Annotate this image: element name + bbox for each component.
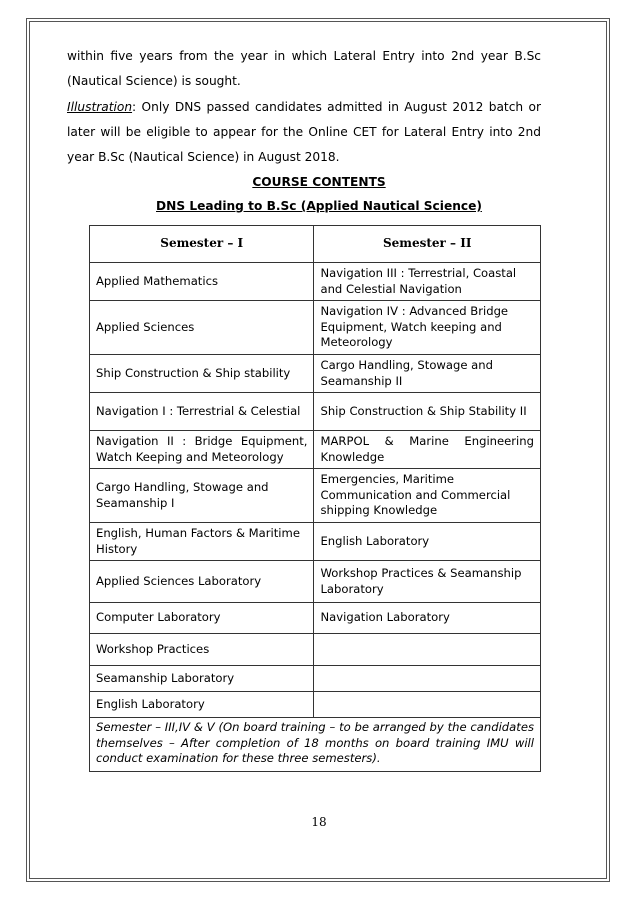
semester-2-cell: Emergencies, Maritime Communication and Commercial shipping Knowledge — [314, 469, 541, 523]
illustration-text: : Only DNS passed candidates admitted in August 2012 batch or later will be eligible to appear for the Online CET for Lateral Entry into 2nd year B.Sc (Nautical Science) in August 2018. — [67, 100, 541, 164]
semester-1-cell: Applied Mathematics — [90, 263, 314, 301]
course-table — [89, 225, 541, 772]
table-row — [90, 561, 541, 603]
semester-1-cell: Seamanship Laboratory — [90, 666, 314, 692]
semester-1-cell: English Laboratory — [90, 692, 314, 718]
table-row — [90, 666, 541, 692]
table-row — [90, 355, 541, 393]
illustration-label: Illustration — [67, 100, 133, 114]
course-subtitle: DNS Leading to B.Sc (Applied Nautical Science) — [156, 199, 482, 213]
table-footnote-row — [90, 718, 541, 772]
table-row — [90, 301, 541, 355]
table-row — [90, 469, 541, 523]
semester-1-cell: Applied Sciences — [90, 301, 314, 355]
semester-1-cell: Cargo Handling, Stowage and Seamanship I — [90, 469, 314, 523]
semester-1-cell: English, Human Factors & Maritime History — [90, 523, 314, 561]
intro-text — [67, 44, 541, 170]
illustration-paragraph — [67, 95, 541, 170]
semester-2-cell: Workshop Practices & Seamanship Laboratory — [314, 561, 541, 603]
table-row — [90, 431, 541, 469]
semester-2-cell: Navigation III : Terrestrial, Coastal and Celestial Navigation — [314, 263, 541, 301]
semester-2-cell: Navigation IV : Advanced Bridge Equipment, Watch keeping and Meteorology — [314, 301, 541, 355]
semester-1-header: Semester – I — [90, 226, 314, 263]
semester-1-cell: Applied Sciences Laboratory — [90, 561, 314, 603]
semester-2-cell: Navigation Laboratory — [314, 603, 541, 634]
semester-1-cell: Ship Construction & Ship stability — [90, 355, 314, 393]
semester-1-cell: Workshop Practices — [90, 634, 314, 666]
semester-1-cell: Navigation I : Terrestrial & Celestial — [90, 393, 314, 431]
table-row — [90, 634, 541, 666]
semester-2-cell: Cargo Handling, Stowage and Seamanship II — [314, 355, 541, 393]
semester-2-cell: English Laboratory — [314, 523, 541, 561]
table-row — [90, 603, 541, 634]
table-row — [90, 692, 541, 718]
eligibility-paragraph: within five years from the year in which Lateral Entry into 2nd year B.Sc (Nautical Science) is sought. — [67, 49, 541, 88]
semester-2-cell — [314, 634, 541, 666]
onboard-training-note: Semester – III,IV & V (On board training – to be arranged by the candidates themselves – After completion of 18 months on board training IMU will conduct examination for these three semesters). — [90, 718, 541, 772]
table-header-row — [90, 226, 541, 263]
semester-1-cell: Navigation II : Bridge Equipment, Watch Keeping and Meteorology — [90, 431, 314, 469]
table-row — [90, 523, 541, 561]
semester-2-cell — [314, 692, 541, 718]
semester-2-cell: MARPOL & Marine Engineering Knowledge — [314, 431, 541, 469]
course-contents-title: COURSE CONTENTS — [252, 175, 386, 189]
semester-2-cell: Ship Construction & Ship Stability II — [314, 393, 541, 431]
semester-1-cell: Computer Laboratory — [90, 603, 314, 634]
table-row — [90, 393, 541, 431]
semester-2-cell — [314, 666, 541, 692]
semester-2-header: Semester – II — [314, 226, 541, 263]
table-row — [90, 263, 541, 301]
page-number: 18 — [311, 815, 327, 829]
